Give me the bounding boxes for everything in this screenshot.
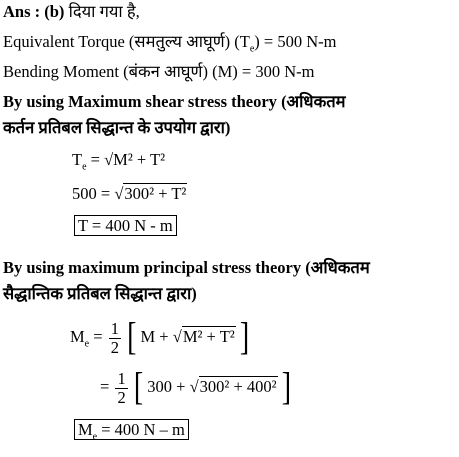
given-text: दिया गया है, [68,2,140,21]
torque-500-equation [72,184,187,205]
me-radicand: M² + T² [182,327,235,346]
half-fraction [109,320,121,356]
principal-theory-text: By using maximum principal stress theory [3,258,302,277]
equivalent-torque-subscript: e [249,43,255,55]
te-subscript: e [82,161,87,173]
moment-result-value: = 400 N – m [101,420,185,439]
equivalent-moment-substitution: = $\frac{1}{2}$ [ 300 + √300² + 400² ] [100,370,291,406]
shear-theory-hindi: (अधिकतम [281,92,346,111]
sqrt-expression: √300² + T² [114,184,187,203]
me-symbol: M [70,327,85,346]
principal-theory-hindi: (अधिकतम [305,258,370,277]
moment-result-subscript: e [92,431,98,443]
fraction-denominator-2: 2 [117,387,126,407]
equivalent-torque-value: ) = 500 N-m [254,32,337,51]
bending-moment-line: Bending Moment (बंकन आघूर्ण) (M) = 300 N-m [3,62,315,81]
shear-theory-heading [3,92,346,113]
fraction-numerator: 1 [110,319,119,339]
moment-result-box [74,419,189,443]
left-bracket: [ [127,315,137,360]
e500-radicand: 300² + T² [124,184,187,203]
equivalent-torque-equation [72,150,165,174]
principal-theory-heading [3,258,370,279]
e500-lhs: 500 = [72,184,111,203]
torque-result [74,216,177,237]
me2-radicand: 300² + 400² [199,377,277,396]
equivalent-moment-equation: $M_e$ = $\frac{1}{2}$ [ M + √M² + T² ] [70,320,249,356]
te-symbol: T [72,150,83,169]
moment-result [74,420,189,444]
right-bracket-2: ] [281,365,292,410]
answer-label: Ans : (b) [3,2,65,21]
fraction-numerator-2: 1 [117,369,126,389]
equivalent-torque-text: Equivalent Torque (समतुल्य आघूर्ण) (T [3,32,250,51]
me2-sqrt: √300² + 400² [189,377,277,396]
shear-theory-heading-2: कर्तन प्रतिबल सिद्धान्त के उपयोग द्वारा) [3,118,231,137]
te-rhs: = √M² + T² [90,150,166,169]
half-fraction-2 [115,370,127,406]
answer-line [3,2,140,23]
moment-result-symbol: M [78,420,93,439]
left-bracket-2: [ [133,365,144,410]
me-subscript: e [84,338,90,350]
shear-theory-text: By using Maximum shear stress theory [3,92,277,111]
right-bracket: ] [239,315,250,360]
fraction-denominator: 2 [110,337,119,357]
torque-result-box: T = 400 N - m [74,215,177,236]
equivalent-torque-line [3,32,336,56]
me-m-term: M + [140,327,169,346]
principal-theory-heading-2: सैद्धान्तिक प्रतिबल सिद्धान्त द्वारा) [3,284,197,303]
me-sqrt: √M² + T² [172,327,235,346]
me2-value: 300 + [147,377,186,396]
